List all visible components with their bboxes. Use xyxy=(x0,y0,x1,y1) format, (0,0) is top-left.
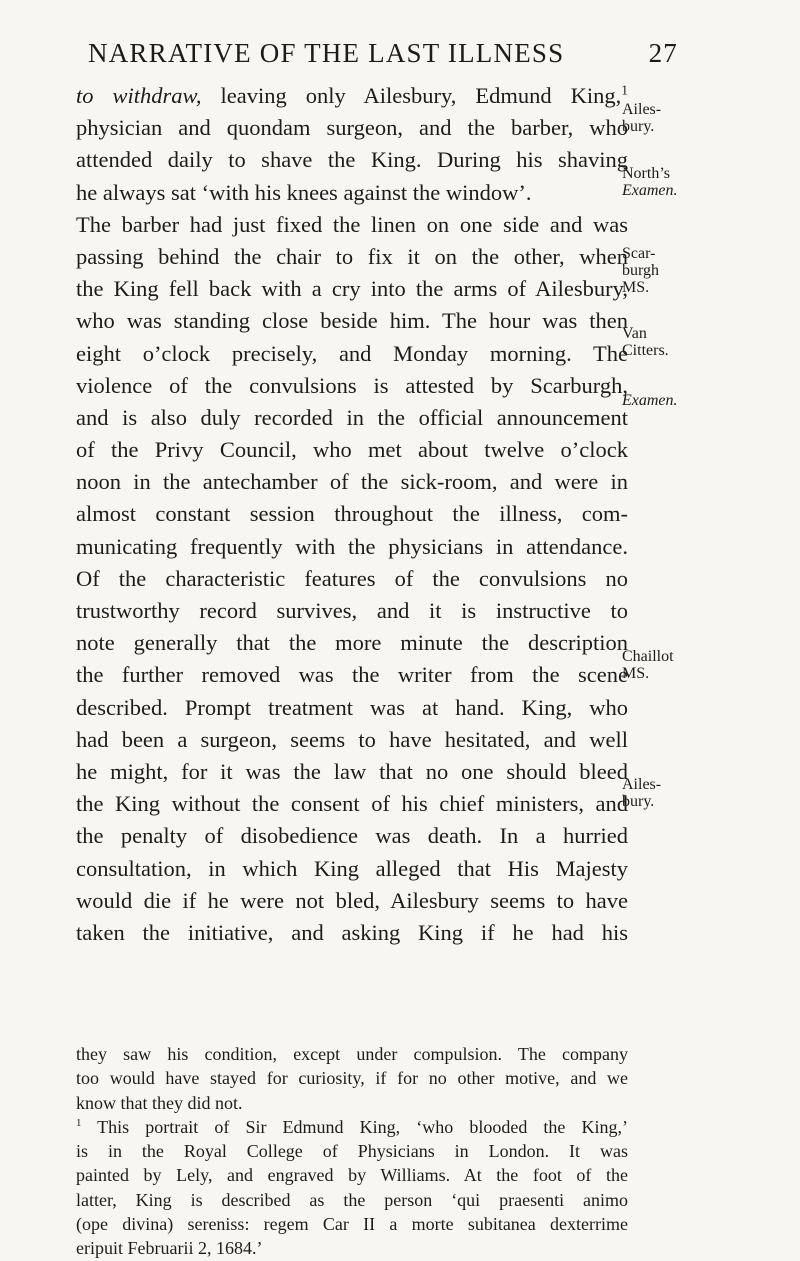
text-line: trustworthy record survives, and it is instructive to xyxy=(76,598,628,623)
margin-note-ailesbury: Ailes- bury. xyxy=(622,101,662,135)
text-line: passing behind the chair to fix it on the other, when xyxy=(76,243,628,269)
text-line: eight o’clock precisely, and Monday morning. The xyxy=(76,340,628,366)
running-header xyxy=(88,38,678,69)
text-line: attended daily to shave the King. During his shaving xyxy=(76,147,628,173)
text-line: the King without the consent of his chief ministers, and xyxy=(76,791,628,817)
margin-note-norths-examen xyxy=(622,165,678,199)
text-line: consultation, in which King alleged that His Majesty xyxy=(76,855,628,881)
text-line: noon in the antechamber of the sick-room, and were in xyxy=(76,469,628,495)
text-line: he might, for it was the law that no one should bleed xyxy=(76,758,628,784)
footnote-line: is in the Royal College of Physicians in London. It was xyxy=(76,1141,628,1162)
footnote-marker: 1 xyxy=(76,1116,82,1129)
margin-note-scarburgh: Scar- burgh MS. xyxy=(622,245,660,296)
footnote-text: This portrait of Sir Edmund King, ‘who blooded the King,’ xyxy=(81,1116,628,1137)
text-line: would die if he were not bled, Ailesbury seems to have xyxy=(76,887,628,913)
text-line: the further removed was the writer from the scene xyxy=(76,662,628,688)
footnote-line: they saw his condition, except under compulsion. The company xyxy=(76,1044,628,1064)
text-line: municating frequently with the physicians in attendance. xyxy=(76,533,628,559)
text-line xyxy=(76,80,628,112)
text-line: violence of the convulsions is attested by Scarburgh, xyxy=(76,372,628,398)
margin-note-ailesbury-2: Ailes- bury. xyxy=(622,776,662,810)
text-line: the King fell back with a cry into the arms of Ailesbury, xyxy=(76,276,628,302)
footnote-line: painted by Lely, and engraved by Williams. At the foot of the xyxy=(76,1165,628,1186)
main-text xyxy=(76,80,628,949)
footnote-line: latter, King is described as the person ‘qui praesenti animo xyxy=(76,1189,628,1210)
footnote-line: (ope divina) sereniss: regem Car II a morte subitanea dexterrime xyxy=(76,1214,628,1235)
running-title: NARRATIVE OF THE LAST ILLNESS xyxy=(88,38,565,68)
margin-note-examen: Examen. xyxy=(622,392,678,409)
footnotes xyxy=(76,1042,628,1261)
italic-phrase: to withdraw, xyxy=(76,83,202,108)
text-line: described. Prompt treatment was at hand. King, who xyxy=(76,694,628,720)
text-line: the penalty of disobedience was death. In a hurried xyxy=(76,823,628,849)
margin-note-van-citters: Van Citters. xyxy=(622,325,669,359)
text-line: of the Privy Council, who met about twelve o’clock xyxy=(76,437,628,463)
margin-note-italic: Examen. xyxy=(622,182,678,199)
text-line: Of the characteristic features of the convulsions no xyxy=(76,565,628,591)
footnote-line: eripuit Februarii 2, 1684.’ xyxy=(76,1238,263,1259)
text-line: he always sat ‘with his knees against the window’. xyxy=(76,179,532,205)
text-line: physician and quondam surgeon, and the barber, who xyxy=(76,115,628,141)
text-line: and is also duly recorded in the official announcement xyxy=(76,404,628,430)
text-line: who was standing close beside him. The hour was then xyxy=(76,308,628,334)
text-span: leaving only Ailesbury, Edmund King, xyxy=(201,83,622,108)
margin-note-chaillot: Chaillot MS. xyxy=(622,648,674,682)
text-line: taken the initiative, and asking King if he had his xyxy=(76,919,628,945)
page-number: 27 xyxy=(648,38,678,68)
footnote-line: know that they did not. xyxy=(76,1092,243,1113)
text-line: note generally that the more minute the description xyxy=(76,630,628,656)
margin-note-text: North’s xyxy=(622,165,670,182)
footnote-ref: 1 xyxy=(621,82,628,98)
text-line: had been a surgeon, seems to have hesitated, and well xyxy=(76,726,628,752)
footnote-line xyxy=(76,1115,628,1139)
footnote-line: too would have stayed for curiosity, if for no other motive, and we xyxy=(76,1068,628,1089)
text-line: almost constant session throughout the illness, com- xyxy=(76,501,628,527)
text-line: The barber had just fixed the linen on one side and was xyxy=(76,211,628,237)
